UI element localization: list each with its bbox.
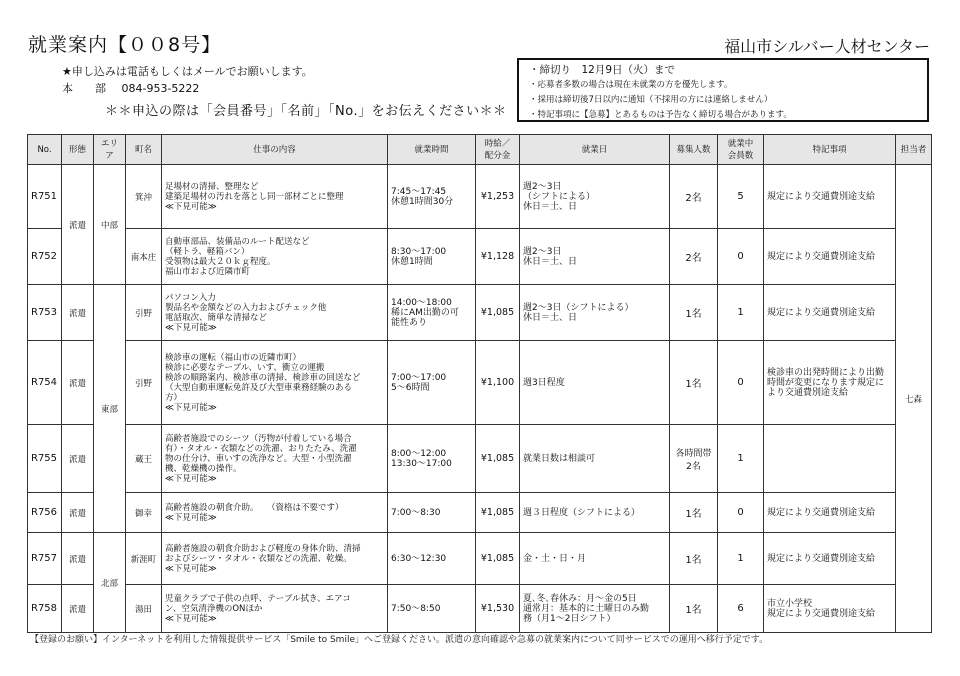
pay-cell: ¥1,085	[476, 533, 520, 585]
work-description-line: 電話取次、簡単な清掃など	[165, 312, 268, 323]
work-description	[162, 493, 388, 533]
special-notes-line: 規定により交通費別途支給	[767, 507, 876, 518]
work-description-line: 機、乾燥機の操作。	[165, 463, 242, 474]
work-hours	[388, 341, 476, 425]
work-days-line: 夏､冬､春休み：月〜金の5日	[523, 593, 637, 604]
deadline-note: ・締切り 12月9日（火）まで	[529, 64, 676, 76]
work-hours-line: 6:30〜12:30	[391, 553, 447, 564]
work-description-line: 自動車部品、装備品のルート配送など	[165, 236, 310, 247]
recruit-count	[670, 165, 718, 229]
area-cell: 中部	[94, 165, 126, 285]
work-description	[162, 585, 388, 633]
table-row	[28, 229, 932, 285]
work-days-line: 就業日数は相談可	[523, 453, 596, 464]
employed-count: 1	[718, 533, 764, 585]
work-hours-line: 7:50〜8:50	[391, 603, 441, 614]
work-hours	[388, 585, 476, 633]
work-description-line: ≪下見可能≫	[165, 402, 217, 413]
work-days-line: 週2〜3日	[523, 181, 562, 192]
header-pay: 時給／ 配分金	[476, 135, 520, 165]
work-days-line: 休日＝土、日	[523, 256, 578, 267]
table-row	[28, 533, 932, 585]
town-cell: 湯田	[126, 585, 162, 633]
recruit-count	[670, 585, 718, 633]
table-row	[28, 425, 932, 493]
page-title: 就業案内【００8号】	[28, 34, 222, 56]
job-type-cell: 派遣	[62, 285, 94, 341]
job-type-cell: 派遣	[62, 425, 94, 493]
work-description-line: 高齢者施設の朝食介助および軽度の身体介助、清掃	[165, 543, 361, 554]
work-description-line: 検診車の運転（福山市の近隣市町）	[165, 352, 302, 363]
work-description-line: ≪下見可能≫	[165, 512, 217, 523]
notice-line: ・応募者多数の場合は現在未就業の方を優先します。	[529, 80, 733, 90]
notice-line: ・採用は締切後7日以内に通知（不採用の方には連絡しません）	[529, 95, 773, 105]
work-description	[162, 165, 388, 229]
work-description-line: 物の仕分け、車いすの洗浄など。大型・小型洗濯	[165, 453, 352, 464]
special-notes	[764, 341, 896, 425]
header-employed: 就業中 会員数	[718, 135, 764, 165]
special-notes-line: 規定により交通費別途支給	[767, 251, 876, 262]
pay-cell: ¥1,128	[476, 229, 520, 285]
job-table	[27, 134, 932, 633]
job-number: R753	[28, 285, 62, 341]
special-notes	[764, 425, 896, 493]
header-no: No.	[28, 135, 62, 165]
work-days-line: 務（月1〜2日シフト）	[523, 613, 616, 624]
recruit-line: 1名	[685, 605, 702, 616]
header-hours: 就業時間	[388, 135, 476, 165]
work-days-line: （シフトによる）	[523, 191, 596, 202]
work-days	[520, 493, 670, 533]
table-row	[28, 165, 932, 229]
notice-line: ・特記事項に【急募】とあるものは予告なく締切る場合があります。	[529, 110, 792, 120]
recruit-count	[670, 341, 718, 425]
work-hours	[388, 425, 476, 493]
town-cell: 引野	[126, 341, 162, 425]
job-number: R751	[28, 165, 62, 229]
header-notes: 特記事項	[764, 135, 896, 165]
employed-count: 0	[718, 493, 764, 533]
work-description-line: ≪下見可能≫	[165, 473, 217, 484]
header-town: 町名	[126, 135, 162, 165]
work-hours	[388, 285, 476, 341]
application-instruction: ＊＊申込の際は「会員番号」「名前」「No.」をお伝えください＊＊	[105, 104, 507, 119]
work-days-line: 休日＝土、日	[523, 312, 578, 323]
work-hours-line: 8:30〜17:00	[391, 246, 447, 257]
recruit-line: 2名	[685, 253, 702, 264]
work-description-line: およびシーツ・タオル・衣類などの洗濯、乾燥。	[165, 553, 352, 564]
pay-cell: ¥1,085	[476, 425, 520, 493]
work-description	[162, 285, 388, 341]
header-recruit: 募集人数	[670, 135, 718, 165]
job-number: R754	[28, 341, 62, 425]
work-hours-line: 5〜6時間	[391, 382, 430, 393]
pay-cell: ¥1,085	[476, 493, 520, 533]
tel-label: 本 部	[62, 82, 106, 95]
recruit-count	[670, 533, 718, 585]
town-cell: 御幸	[126, 493, 162, 533]
table-row	[28, 341, 932, 425]
pay-cell: ¥1,530	[476, 585, 520, 633]
work-days	[520, 165, 670, 229]
organization-name: 福山市シルバー人材センター	[724, 37, 930, 56]
work-hours	[388, 533, 476, 585]
recruit-line: 1名	[685, 379, 702, 390]
table-row	[28, 285, 932, 341]
table-row	[28, 493, 932, 533]
work-days	[520, 585, 670, 633]
job-type-cell: 派遣	[62, 165, 94, 285]
header-type: 形態	[62, 135, 94, 165]
work-hours-line: 稀にAM出勤の可	[391, 307, 459, 318]
work-description-line: 足場材の清掃、整理など	[165, 181, 259, 192]
employed-count: 1	[718, 425, 764, 493]
work-hours-line: 7:00〜17:00	[391, 372, 447, 383]
recruit-line: 1名	[685, 509, 702, 520]
work-description-line: 高齢者施設でのシーツ（汚物が付着している場合	[165, 433, 352, 444]
town-cell: 箕沖	[126, 165, 162, 229]
work-hours	[388, 165, 476, 229]
recruit-count	[670, 285, 718, 341]
work-description-line: パソコン入力	[165, 292, 216, 303]
job-type-cell: 派遣	[62, 585, 94, 633]
special-notes-line: 規定により交通費別途支給	[767, 608, 876, 619]
work-days-line: 通常月：基本的に土曜日のみ勤	[523, 603, 650, 614]
work-days	[520, 425, 670, 493]
recruit-count	[670, 493, 718, 533]
work-days	[520, 533, 670, 585]
work-description-line: 検診の順路案内、検診車の清掃、検診車の回送など	[165, 372, 361, 383]
special-notes-line: 規定により交通費別途支給	[767, 307, 876, 318]
special-notes-line: より交通費別途支給	[767, 387, 849, 398]
notice-box	[517, 58, 929, 122]
work-hours-line: 休憩1時間30分	[391, 196, 454, 207]
special-notes	[764, 229, 896, 285]
special-notes	[764, 585, 896, 633]
area-cell: 東部	[94, 285, 126, 533]
header-staff: 担当者	[896, 135, 932, 165]
special-notes-line: 規定により交通費別途支給	[767, 191, 876, 202]
employed-count: 0	[718, 229, 764, 285]
area-cell: 北部	[94, 533, 126, 633]
recruit-line: 2名	[685, 193, 702, 204]
town-cell: 引野	[126, 285, 162, 341]
special-notes	[764, 533, 896, 585]
work-hours-line: 7:45〜17:45	[391, 186, 447, 197]
work-days-line: 週2〜3日	[523, 246, 562, 257]
work-hours-line: 14:00〜18:00	[391, 297, 452, 308]
header-days: 就業日	[520, 135, 670, 165]
work-description-line: 建築足場材の汚れを落とし同一部材ごとに整理	[165, 191, 344, 202]
recruit-line: 2名	[686, 461, 701, 472]
work-days	[520, 341, 670, 425]
work-description-line: ≪下見可能≫	[165, 322, 217, 333]
special-notes	[764, 165, 896, 229]
job-type-cell: 派遣	[62, 533, 94, 585]
table-row	[28, 585, 932, 633]
work-hours	[388, 229, 476, 285]
job-number: R756	[28, 493, 62, 533]
work-days-line: 金・土・日・月	[523, 553, 587, 564]
work-hours	[388, 493, 476, 533]
work-description-line: 検診に必要なテーブル、いす、衝立の運搬	[165, 362, 325, 373]
town-cell: 新涯町	[126, 533, 162, 585]
work-description	[162, 229, 388, 285]
tel-row	[62, 80, 313, 97]
work-description-line: 有）・タオル・衣類などの洗濯、おりたたみ、洗濯	[165, 443, 357, 454]
work-description-line: ≪下見可能≫	[165, 201, 217, 212]
job-type-cell: 派遣	[62, 493, 94, 533]
special-notes	[764, 493, 896, 533]
staff-cell: 七森	[896, 165, 932, 633]
recruit-line: 1名	[685, 555, 702, 566]
employed-count: 1	[718, 285, 764, 341]
work-description-line: ≪下見可能≫	[165, 563, 217, 574]
special-notes-line: 規定により交通費別途支給	[767, 553, 876, 564]
work-description-line: 方）	[165, 392, 183, 403]
town-cell: 蔵王	[126, 425, 162, 493]
job-number: R755	[28, 425, 62, 493]
job-number: R757	[28, 533, 62, 585]
work-days-line: 週３日程度（シフトによる）	[523, 507, 641, 518]
header-area: エリア	[94, 135, 126, 165]
job-number: R758	[28, 585, 62, 633]
work-description-line: 福山市および近隣市町	[165, 266, 251, 277]
apply-note: ★申し込みは電話もしくはメールでお願いします。	[62, 65, 313, 78]
work-description-line: 高齢者施設の朝食介助。 （資格は不要です）	[165, 502, 344, 513]
work-description-line: 児童クラブで子供の点呼、テーブル拭き、エアコ	[165, 593, 351, 604]
recruit-count	[670, 229, 718, 285]
recruit-line: 各時間帯	[675, 448, 712, 459]
pay-cell: ¥1,100	[476, 341, 520, 425]
work-days-line: 週2〜3日（シフトによる）	[523, 302, 634, 313]
employed-count: 0	[718, 341, 764, 425]
special-notes-line: 時間が変更になります規定に	[767, 377, 885, 388]
work-days	[520, 285, 670, 341]
work-description-line: ≪下見可能≫	[165, 613, 217, 624]
work-days-line: 休日＝土、日	[523, 201, 578, 212]
work-hours-line: 13:30〜17:00	[391, 458, 452, 469]
recruit-line: 1名	[685, 309, 702, 320]
work-description-line: （大型自動車運転免許及び大型車乗務経験のある	[165, 382, 353, 393]
work-days	[520, 229, 670, 285]
contact-block	[62, 63, 313, 97]
work-days-line: 週3日程度	[523, 377, 565, 388]
footer-note: 【登録のお願い】インターネットを利用した情報提供サービス「Smile to Smile」へご登録ください。派遣の意向確認や急募の就業案内について同サービスでの運用へ移行予定です。	[30, 635, 769, 645]
special-notes	[764, 285, 896, 341]
special-notes-line: 市立小学校	[767, 598, 813, 609]
recruit-count	[670, 425, 718, 493]
town-cell: 南本庄	[126, 229, 162, 285]
pay-cell: ¥1,253	[476, 165, 520, 229]
work-hours-line: 7:00〜8:30	[391, 507, 441, 518]
work-description	[162, 341, 388, 425]
tel-number[interactable]: 084-953-5222	[121, 82, 200, 95]
work-hours-line: 8:00〜12:00	[391, 448, 447, 459]
table-header-row	[28, 135, 932, 165]
work-description	[162, 425, 388, 493]
work-description	[162, 533, 388, 585]
employed-count: 6	[718, 585, 764, 633]
work-description-line: ン、空気清浄機のONほか	[165, 603, 263, 614]
pay-cell: ¥1,085	[476, 285, 520, 341]
work-description-line: （軽トラ、軽箱バン）	[165, 246, 250, 257]
employed-count: 5	[718, 165, 764, 229]
work-description-line: 受領物は最大２０ｋｇ程度。	[165, 256, 276, 267]
work-description-line: 製品名や金額などの入力およびチェック他	[165, 302, 327, 313]
job-number: R752	[28, 229, 62, 285]
work-hours-line: 能性あり	[391, 317, 428, 328]
job-type-cell: 派遣	[62, 341, 94, 425]
special-notes-line: 検診車の出発時間により出勤	[767, 367, 885, 378]
header-work: 仕事の内容	[162, 135, 388, 165]
work-hours-line: 休憩1時間	[391, 256, 433, 267]
